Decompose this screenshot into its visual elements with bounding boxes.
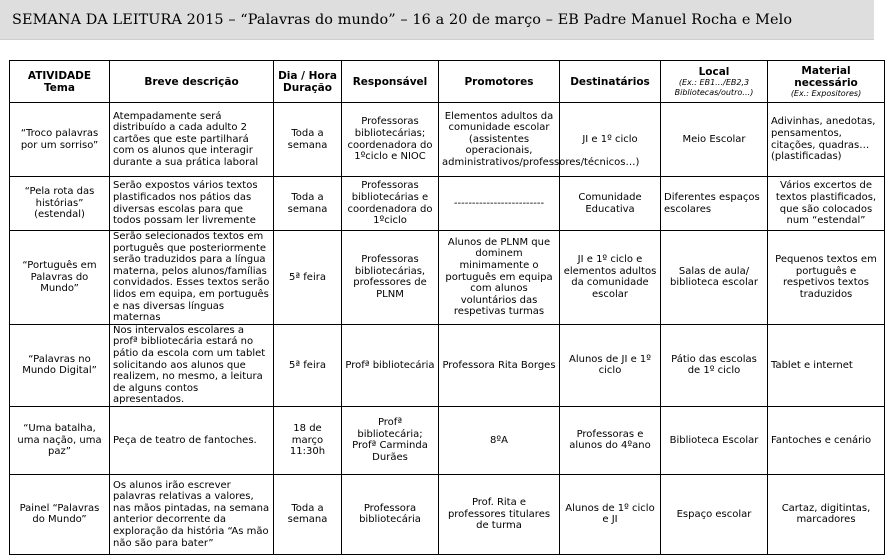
header-promotores: Promotores xyxy=(439,61,560,103)
cell-material: Vários excertos de textos plastificados, que são colocados num “estendal” xyxy=(768,177,885,231)
table-row xyxy=(10,231,885,325)
cell-descricao: Peça de teatro de fantoches. xyxy=(110,406,274,474)
cell-destinatarios: Alunos de 1º ciclo e JI xyxy=(560,474,661,554)
table-row xyxy=(10,103,885,177)
cell-destinatarios: Comunidade Educativa xyxy=(560,177,661,231)
header-row xyxy=(10,61,885,103)
cell-dia: 5ª feira xyxy=(274,231,342,325)
title-banner xyxy=(0,0,874,40)
table-row xyxy=(10,177,885,231)
cell-atividade: “Troco palavras por um sorriso” xyxy=(10,103,110,177)
cell-destinatarios: JI e 1º ciclo xyxy=(560,103,661,177)
cell-local: Biblioteca Escolar xyxy=(661,406,768,474)
cell-promotores: Alunos de PLNM que dominem minimamente o português em equipa com alunos voluntários das respetivas turmas xyxy=(439,231,560,325)
header-destinatarios: Destinatários xyxy=(560,61,661,103)
cell-material: Fantoches e cenário xyxy=(768,406,885,474)
table-row xyxy=(10,406,885,474)
cell-dia: Toda a semana xyxy=(274,474,342,554)
cell-local: Espaço escolar xyxy=(661,474,768,554)
cell-responsavel: Professora bibliotecária xyxy=(342,474,439,554)
cell-promotores: Professora Rita Borges xyxy=(439,324,560,406)
cell-descricao: Atempadamente será distribuído a cada adulto 2 cartões que este partilhará com os alunos que interagir durante a sua prática laboral xyxy=(110,103,274,177)
cell-atividade: “Português em Palavras do Mundo” xyxy=(10,231,110,325)
page-title: SEMANA DA LEITURA 2015 – “Palavras do mundo” – 16 a 20 de março – EB Padre Manuel Rocha e Melo xyxy=(12,11,793,28)
cell-local: Salas de aula/ biblioteca escolar xyxy=(661,231,768,325)
cell-local: Pátio das escolas de 1º ciclo xyxy=(661,324,768,406)
cell-promotores: ------------------------- xyxy=(439,177,560,231)
header-atividade: ATIVIDADE Tema xyxy=(10,61,110,103)
cell-atividade: “Pela rota das histórias” (estendal) xyxy=(10,177,110,231)
header-local-example: (Ex.: EB1…/EB2,3 Bibliotecas/outro…) xyxy=(674,78,754,97)
cell-dia: Toda a semana xyxy=(274,177,342,231)
cell-responsavel: Professoras bibliotecárias; coordenadora do 1ºciclo e NIOC xyxy=(342,103,439,177)
cell-local: Diferentes espaços escolares xyxy=(661,177,768,231)
cell-descricao: Os alunos irão escrever palavras relativas a valores, nas mãos pintadas, na semana anterior decorrente da exploração da história “As mão não são para bater” xyxy=(110,474,274,554)
cell-atividade: “Uma batalha, uma nação, uma paz” xyxy=(10,406,110,474)
cell-promotores: Prof. Rita e professores titulares de turma xyxy=(439,474,560,554)
table-row xyxy=(10,474,885,554)
cell-dia: 5ª feira xyxy=(274,324,342,406)
cell-responsavel: Professoras bibliotecárias, professores de PLNM xyxy=(342,231,439,325)
header-dia: Dia / Hora Duração xyxy=(274,61,342,103)
cell-material: Pequenos textos em português e respetivos textos traduzidos xyxy=(768,231,885,325)
activities-table xyxy=(9,60,885,555)
header-responsavel: Responsável xyxy=(342,61,439,103)
cell-promotores: Elementos adultos da comunidade escolar (assistentes operacionais, administrativos/professores/técnicos…) xyxy=(439,103,560,177)
cell-destinatarios: Alunos de JI e 1º ciclo xyxy=(560,324,661,406)
cell-destinatarios: Professoras e alunos do 4ºano xyxy=(560,406,661,474)
header-material: Material necessário (Ex.: Expositores) xyxy=(768,61,885,103)
cell-atividade: “Palavras no Mundo Digital” xyxy=(10,324,110,406)
header-descricao: Breve descrição xyxy=(110,61,274,103)
cell-dia: Toda a semana xyxy=(274,103,342,177)
cell-destinatarios: JI e 1º ciclo e elementos adultos da comunidade escolar xyxy=(560,231,661,325)
cell-descricao: Serão expostos vários textos plastificados nos pátios das diversas escolas para que todos possam ler livremente xyxy=(110,177,274,231)
header-local: Local (Ex.: EB1…/EB2,3 Bibliotecas/outro…) xyxy=(661,61,768,103)
cell-responsavel: Profª bibliotecária xyxy=(342,324,439,406)
cell-promotores: 8ºA xyxy=(439,406,560,474)
cell-local: Meio Escolar xyxy=(661,103,768,177)
table-row xyxy=(10,324,885,406)
cell-material: Adivinhas, anedotas, pensamentos, citações, quadras… (plastificadas) xyxy=(768,103,885,177)
cell-material: Tablet e internet xyxy=(768,324,885,406)
cell-descricao: Nos intervalos escolares a profª bibliotecária estará no pátio da escola com um tablet solicitando aos alunos que realizem, no mesmo, a leitura de alguns contos apresentados. xyxy=(110,324,274,406)
cell-descricao: Serão selecionados textos em português que posteriormente serão traduzidos para a língua materna, pelos alunos/famílias convidados. Esses textos serão lidos em equipa, em português e nas diversas línguas maternas xyxy=(110,231,274,325)
header-material-example: (Ex.: Expositores) xyxy=(790,88,862,98)
cell-atividade: Painel “Palavras do Mundo” xyxy=(10,474,110,554)
cell-dia: 18 de março 11:30h xyxy=(274,406,342,474)
cell-responsavel: Professoras bibliotecárias e coordenadora do 1ºciclo xyxy=(342,177,439,231)
cell-responsavel: Profª bibliotecária; Profª Carminda Durães xyxy=(342,406,439,474)
cell-material: Cartaz, digitintas, marcadores xyxy=(768,474,885,554)
